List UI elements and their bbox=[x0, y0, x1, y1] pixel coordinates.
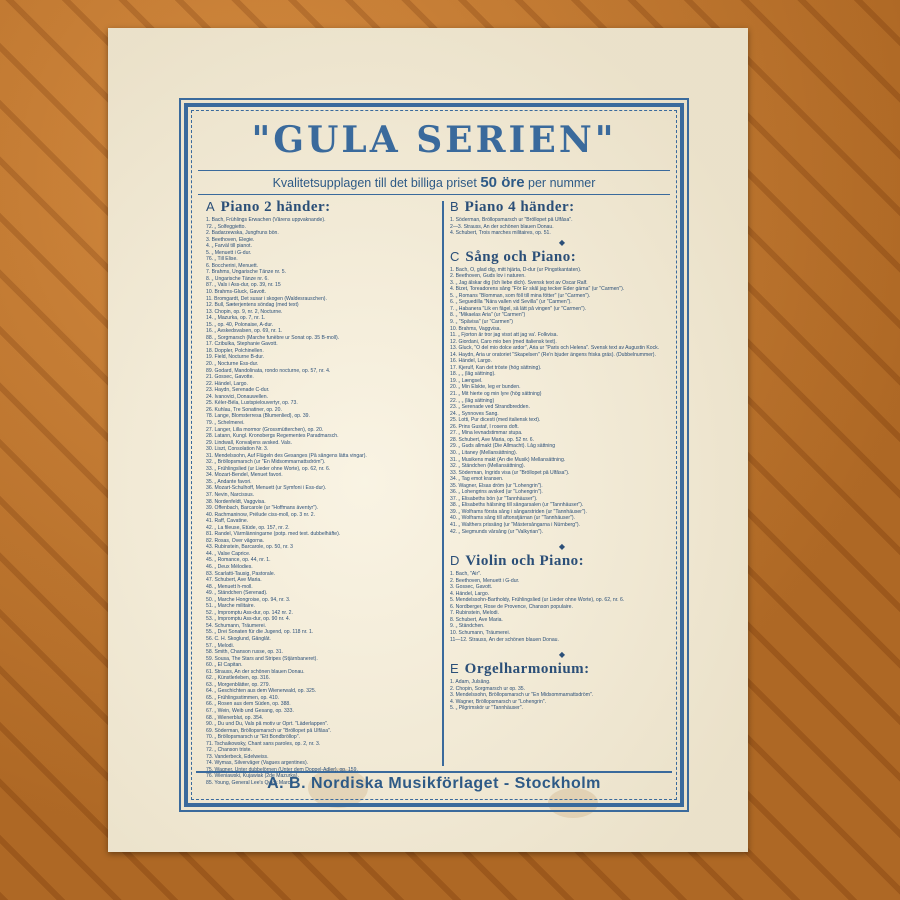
catalogue-entry: 8. „ "Mikaelas Aria" (ur "Carmen") bbox=[450, 312, 526, 319]
catalogue-frame bbox=[184, 103, 684, 807]
catalogue-entry: 4. Schubert, Trois marches militaires, op. 51. bbox=[450, 230, 551, 237]
section-title: Violin och Piano: bbox=[465, 553, 585, 570]
catalogue-entry: 74. Wymas, Silvervåger (Vagues argentines). bbox=[206, 760, 309, 767]
catalogue-entry: 71. Tschaikowsky, Chant sans paroles, op. 2, nr. 3. bbox=[206, 740, 321, 747]
catalogue-entry: 2. Badarzewska, Jungfruns bön. bbox=[206, 230, 279, 237]
catalogue-entry: 16. „ Avskedsvalsen, op. 69, nr. 1. bbox=[206, 328, 283, 335]
section-d-heading bbox=[450, 553, 674, 570]
catalogue-entry: 24. „ Synnoves Sang. bbox=[450, 410, 499, 417]
catalogue-entry: 43. Rubinstein, Barcarole, op. 50, nr. 3 bbox=[206, 544, 293, 551]
catalogue-entry: 20. „ Min Elskte, leg er bunden. bbox=[450, 384, 521, 391]
catalogue-entry: 17. Kjerulf, Kan det tröste (hög sättning). bbox=[450, 364, 542, 371]
catalogue-entry: 36. Mozart-Schulhoff, Menuett (ur Symfoni i Ess-dur). bbox=[206, 485, 327, 492]
section-e-list bbox=[450, 679, 674, 712]
catalogue-entry: 8. „ Ungarische Tänze nr. 6. bbox=[206, 275, 269, 282]
catalogue-entry: 68. „ Wienerblut, op. 354. bbox=[206, 714, 264, 721]
catalogue-entry: 55. „ Drei Sonaten für die Jugend, op. 118 nr. 1. bbox=[206, 629, 314, 636]
catalogue-entry: 46. „ Deux Mélodies. bbox=[206, 563, 253, 570]
catalogue-entry: 4. Händel, Largo. bbox=[450, 590, 490, 597]
catalogue-entry: 75. Wagner, Unter dubbelörnen (Unter dem Doppel-Adler), op. 159. bbox=[206, 766, 358, 773]
catalogue-entry: 59. Sousa, The Stars and Stripes (Stjärnbaneret). bbox=[206, 655, 318, 662]
catalogue-entry: 2. Beethoven, Guds lov i naturen. bbox=[450, 273, 526, 280]
catalogue-entry: 2—3. Strauss, An der schönen blauen Donau. bbox=[450, 223, 554, 230]
catalogue-entry: 26. Kuhlau, Tre Sonatiner, op. 20. bbox=[206, 406, 282, 413]
catalogue-entry: 1. Söderman, Bröllopsmarsch ur "Bröllopet på Ulfåsa". bbox=[450, 217, 573, 223]
catalogue-entry: 73. Vanderbeck, Edelweiss. bbox=[206, 753, 269, 760]
catalogue-entry: 26. Prins Gustaf, I rosens doft. bbox=[450, 423, 519, 430]
catalogue-entry: 32. „ Ständchen (Mellansättning). bbox=[450, 463, 526, 470]
catalogue-entry: 81. Randel, Värmlänningarne (potp. med text. dubbelhäfte). bbox=[206, 531, 341, 538]
catalogue-entry: 1. Bach, "Air". bbox=[450, 571, 482, 578]
catalogue-entry: 10. Schumann, Träumerei. bbox=[450, 629, 511, 636]
section-a-list bbox=[206, 217, 438, 787]
ornament-diamond: ◆ bbox=[558, 542, 566, 552]
catalogue-entry: 42. „ La fileuse, Etüde, op. 157, nr. 2. bbox=[206, 524, 290, 531]
catalogue-entry: 21. „ Mit hierte og min lyre (hög sättning) bbox=[450, 391, 542, 398]
catalogue-entry: 85. Young, General Lee's Quick March bbox=[206, 780, 294, 787]
catalogue-entry: 41. Raff, Cavatine. bbox=[206, 518, 249, 525]
publisher-footer: A. B. Nordiska Musikförlaget - Stockholm bbox=[267, 775, 601, 792]
catalogue-entry: 1. Adam, Julsång. bbox=[450, 679, 491, 686]
catalogue-entry: 14. „ Mazurka, op. 7, nr. 1. bbox=[206, 315, 266, 322]
catalogue-entry: 23. Haydn, Serenade C-dur. bbox=[206, 387, 270, 394]
catalogue-entry: 48. „ Menuett h-moll. bbox=[206, 583, 253, 590]
catalogue-entry: 60. „ El Capitan. bbox=[206, 662, 243, 669]
catalogue-entry: 76. Wieniawski, Kujawiak (2de Mazurka). bbox=[206, 773, 299, 780]
catalogue-entry: 62. „ Künstlerleben, op. 316. bbox=[206, 675, 270, 682]
catalogue-entry: 29. Lindwall, Konvaljens avsked. Vals. bbox=[206, 439, 292, 446]
catalogue-entry: 7. Rubinstein, Melodi. bbox=[450, 610, 499, 617]
catalogue-entry: 28. Latann, Kungl. Kronobergs Regementes Paradmarsch. bbox=[206, 433, 339, 440]
subtitle-pre: Kvalitetsupplagen till det billiga priset bbox=[272, 176, 477, 190]
catalogue-entry: 47. Schubert, Ave Maria. bbox=[206, 577, 262, 584]
catalogue-entry: 37. Nevin, Narcissus. bbox=[206, 491, 255, 498]
catalogue-entry: 89. Godard, Mandolinata, rondo nocturne, op. 57, nr. 4. bbox=[206, 367, 331, 374]
catalogue-entry: 20. „ Nocturne Ess-dur. bbox=[206, 361, 259, 368]
catalogue-entry: 22. Händel, Largo. bbox=[206, 380, 248, 387]
catalogue-entry: 6. Boccherini, Menuett. bbox=[206, 262, 259, 269]
section-title: Piano 4 händer: bbox=[464, 199, 575, 215]
catalogue-entry: 37. „ Elisabeths bön (ur "Tannhäuser"). bbox=[450, 495, 538, 502]
catalogue-entry: 3. Mendelssohn, Bröllopsmarsch ur "En Midsommarnattsdröm". bbox=[450, 692, 594, 699]
catalogue-entry: 76. „ Till Elise. bbox=[206, 256, 238, 263]
column-right bbox=[450, 199, 674, 712]
catalogue-entry: 15. „ op. 40, Polonaise, A-dur. bbox=[206, 321, 274, 328]
catalogue-entry: 21. Gossec, Gavotte. bbox=[206, 374, 254, 381]
section-letter: E bbox=[450, 661, 459, 677]
catalogue-entry: 4. Wagner, Bröllopsmarsch ur "Lohengrin". bbox=[450, 698, 547, 705]
catalogue-entry: 56. C. H. Skoglund, Gånglåt. bbox=[206, 636, 271, 642]
catalogue-entry: 11—12. Strauss, An der schönen blauen Donau. bbox=[450, 636, 559, 643]
catalogue-entry: 36. „ Lohengrins avsked (ur "Lohengrin"). bbox=[450, 489, 543, 496]
catalogue-entry: 90. „ Du und Du, Vals på motiv ur Oprt. "Läderlappen". bbox=[206, 721, 329, 728]
section-a-heading bbox=[206, 199, 438, 216]
catalogue-entry: 40. Rachmaninow, Prélude ciss-moll, op. 3 nr. 2. bbox=[206, 511, 316, 518]
catalogue-entry: 27. Langer, Lilla mormor (Grossmütterchen), op. 20. bbox=[206, 426, 324, 433]
subtitle-price: 50 öre bbox=[480, 174, 525, 191]
music-catalogue-sheet bbox=[108, 28, 748, 852]
catalogue-entry: 4. „ Farväl till pianot. bbox=[206, 243, 252, 250]
catalogue-entry: 23. „ Serenade ved Strandbredden. bbox=[450, 404, 530, 411]
catalogue-entry: 5. „ Romans "Blomman, som föll till mina fötter" (ur "Carmen"). bbox=[450, 292, 591, 299]
catalogue-entry: 51. „ Marche militaire. bbox=[206, 603, 255, 610]
catalogue-entry: 79. „ Schelmerei. bbox=[206, 419, 245, 426]
catalogue-entry: 22. „ „ (låg sättning) bbox=[450, 397, 495, 404]
catalogue-entry: 82. Rosas, Över vågorna. bbox=[206, 537, 265, 544]
section-d-list bbox=[450, 571, 674, 643]
catalogue-entry: 38. „ Elisabeths hälsning till sångarsalen (ur "Tannhäuser"). bbox=[450, 502, 584, 509]
catalogue-entry: 1. Bach, Frühlings Erwachen (Vårens uppvaknande). bbox=[206, 217, 326, 223]
section-b-heading bbox=[450, 199, 674, 216]
catalogue-entry: 30. Liszt, Consolation Nr. 3. bbox=[206, 446, 269, 453]
catalogue-entry: 39. Offenbach, Barcarole (ur "Hoffmans äventyr"). bbox=[206, 505, 319, 512]
catalogue-entry: 18. Doppler, Polchinellen. bbox=[206, 347, 264, 354]
catalogue-entry: 52. „ Impromptu Ass-dur, op. 142 nr. 2. bbox=[206, 609, 293, 616]
catalogue-entry: 2. Chopin, Sorgmarsch ur op. 35. bbox=[450, 685, 526, 692]
catalogue-entry: 42. „ Siegmunds vårsång (ur "Valkyrian"). bbox=[450, 528, 543, 535]
catalogue-entry: 16. Händel, Largo. bbox=[450, 358, 492, 365]
catalogue-entry: 7. „ Habanera "Lik en fågel, så lätt på vingen" (ur "Carmen"). bbox=[450, 305, 587, 312]
column-left bbox=[206, 199, 438, 787]
catalogue-entry: 66. „ Rosen aus dem Süden, op. 388. bbox=[206, 701, 291, 708]
catalogue-entry: 25. Lotti, Pur dicesti (med italiensk text). bbox=[450, 417, 541, 424]
catalogue-entry: 28. Schubert, Ave Maria, op. 52 nr. 6. bbox=[450, 436, 535, 443]
catalogue-entry: 50. „ Marche Hongroise, op. 94, nr. 3. bbox=[206, 596, 291, 603]
catalogue-entry: 87. „ Vals i Ass-dur, op. 39, nr. 15 bbox=[206, 282, 281, 289]
catalogue-entry: 5. „ Menuett i G-dur. bbox=[206, 249, 252, 256]
catalogue-entry: 3. Gossec, Gavott. bbox=[450, 584, 493, 591]
series-title: "GULA SERIEN" bbox=[251, 119, 617, 161]
section-title: Sång och Piano: bbox=[465, 248, 577, 265]
catalogue-entry: 69. Söderman, Bröllopsmarsch ur "Bröllopet på Ulfåsa". bbox=[206, 727, 332, 734]
catalogue-entry: 10. Brahms, Vaggvisa. bbox=[450, 325, 501, 332]
catalogue-entry: 83. Scarlatti-Tausig, Pastorale. bbox=[206, 570, 276, 577]
section-b-list bbox=[450, 217, 674, 237]
section-c-list bbox=[450, 267, 674, 535]
catalogue-entry: 29. „ Guds allmakt (Die Allmacht). Låg sättning bbox=[450, 443, 556, 450]
catalogue-entry: 11. Bromgardt, Det susar i skogen (Waldesrauschen). bbox=[206, 295, 327, 302]
ornament-diamond: ◆ bbox=[558, 237, 566, 247]
ornament-diamond: ◆ bbox=[558, 650, 566, 660]
catalogue-entry: 33. Söderman, Ingrids visa (ur "Bröllopet på Ulfåsa"). bbox=[450, 469, 570, 476]
catalogue-entry: 7. Brahms, Ungarische Tänze nr. 5. bbox=[206, 269, 287, 276]
catalogue-entry: 9. „ Ständchen. bbox=[450, 623, 485, 630]
catalogue-entry: 72. „ Solfeggietto. bbox=[206, 223, 246, 230]
catalogue-entry: 35. Wagner, Elsas dröm (ur "Lohengrin"). bbox=[450, 482, 543, 489]
catalogue-entry: 25. Kéler-Béla, Lustspielouvertyr, op. 73. bbox=[206, 400, 298, 407]
section-letter: D bbox=[450, 553, 460, 569]
catalogue-entry: 2. Beethoven, Menuett i G-dur. bbox=[450, 577, 520, 584]
catalogue-entry: 44. „ Valse Caprice. bbox=[206, 550, 251, 557]
catalogue-entry: 6. Nordberger, Rose de Provence, Chanson populaire. bbox=[450, 603, 573, 610]
subtitle bbox=[198, 170, 670, 195]
catalogue-entry: 13. Gluck, "O del mio dolce ardor", Aria ur "Paris och Helena". Svensk text av Augustin Kock. bbox=[450, 345, 660, 352]
catalogue-entry: 3. „ Jag älskar dig (Ich liebe dich). Svensk text av Oscar Ralf. bbox=[450, 279, 588, 286]
catalogue-entry: 38. Nordenfeldt, Vaggvisa. bbox=[206, 498, 266, 505]
catalogue-entry: 31. „ Musikens makt (An die Musik) Mellansättning. bbox=[450, 456, 566, 463]
catalogue-entry: 5. Mendelssohn-Bartholdy, Frühlingslied (ur Lieder ohne Worte), op. 62, nr. 6. bbox=[450, 597, 625, 604]
catalogue-entry: 40. „ Wolframs sång till aftonstjärnan (ur "Tannhäuser"). bbox=[450, 515, 575, 522]
catalogue-entry: 18. „ „ (låg sättning). bbox=[450, 371, 496, 378]
catalogue-entry: 34. „ Tag emot kransen. bbox=[450, 476, 504, 483]
catalogue-entry: 65. „ Frühlingsstimmen, op. 410. bbox=[206, 694, 280, 701]
catalogue-entry: 72. „ Chanson triste. bbox=[206, 747, 252, 754]
catalogue-entry: 13. Chopin, op. 9, nr. 2, Nocturne. bbox=[206, 308, 283, 315]
catalogue-entry: 57. „ Melodi. bbox=[206, 642, 235, 649]
catalogue-entry: 78. Lange, Blomsterresa (Blumenlied), op. 39. bbox=[206, 413, 310, 420]
catalogue-entry: 3. Beethoven, Elegie. bbox=[206, 236, 255, 243]
catalogue-entry: 70. „ Bröllopsmarsch ur "Ett Bondbröllop". bbox=[206, 734, 300, 741]
section-letter: C bbox=[450, 248, 460, 264]
catalogue-entry: 14. Haydn, Aria ur oratoriet "Skapelsen" (Re'n bjuder ängens friska gräs). (Dubbelnummer). bbox=[450, 351, 656, 358]
catalogue-entry: 32. „ Bröllopsmarsch (ur "En Midsommarnattsdröm"). bbox=[206, 459, 326, 466]
catalogue-entry: 31. Mendelssohn, Auf Flügeln des Gesanges (På sångens lätta vingar). bbox=[206, 452, 367, 459]
catalogue-entry: 9. „ "Spåvisa" (ur "Carmen") bbox=[450, 319, 513, 326]
catalogue-entry: 17. Czibulka, Stephanie Gavott. bbox=[206, 341, 278, 348]
section-title: Orgelharmonium: bbox=[464, 661, 590, 678]
section-c-heading bbox=[450, 249, 674, 266]
subtitle-post: per nummer bbox=[528, 176, 596, 190]
catalogue-entry: 49. „ Ständchen (Serenad). bbox=[206, 590, 268, 597]
catalogue-entry: 67. „ Wein, Weib und Gesang, op. 333. bbox=[206, 708, 294, 715]
catalogue-entry: 35. „ Andante favori. bbox=[206, 478, 252, 485]
catalogue-entry: 5. „ Pilgrimskör ur "Tannhäuser". bbox=[450, 705, 523, 712]
catalogue-entry: 63. „ Morgenblätter, op. 279. bbox=[206, 681, 270, 688]
catalogue-entry: 54. Schumann, Träumerei. bbox=[206, 622, 267, 629]
catalogue-entry: 19. Field, Nocturne B-dur. bbox=[206, 354, 265, 361]
catalogue-entry: 53. „ Impromptu Ass-dur, op. 90 nr. 4. bbox=[206, 616, 291, 623]
catalogue-entry: 12. Giordani, Caro mio ben (med italiensk text). bbox=[450, 338, 557, 345]
catalogue-entry: 11. „ Fjorton år tror jag visst att jag va'. Folkvisa. bbox=[450, 332, 558, 339]
section-e-heading bbox=[450, 661, 674, 678]
catalogue-entry: 1. Bach, O, glad dig, mitt hjärta, D-dur (ur Pingstkantaten). bbox=[450, 266, 582, 273]
catalogue-entry: 6. „ Seguedilla "Nära vallen vid Sevilla" (ur "Carmen"). bbox=[450, 299, 572, 306]
catalogue-entry: 34. Mozart-Bendel, Menuet favori. bbox=[206, 472, 283, 479]
section-title: Piano 2 händer: bbox=[220, 199, 331, 215]
catalogue-entry: 19. „ Længsel. bbox=[450, 377, 483, 384]
catalogue-entry: 41. „ Walthers prissång (ur "Mästersångarna i Nürnberg"). bbox=[450, 521, 580, 528]
catalogue-entry: 27. „ Mina levnadstimmar stupa. bbox=[450, 430, 523, 437]
catalogue-entry: 39. „ Wolframs första sång i sångarstriden (ur "Tannhäuser"). bbox=[450, 508, 587, 515]
catalogue-entry: 24. Ivanovici, Donauwellen. bbox=[206, 393, 269, 400]
catalogue-entry: 4. Bizet, Toreadorens sång "För Er skål jag tecker Eder gärna" (ur "Carmen"). bbox=[450, 286, 625, 293]
column-divider bbox=[442, 201, 444, 766]
catalogue-entry: 45. „ Romance, op. 44, nr. 1. bbox=[206, 557, 271, 564]
catalogue-entry: 10. Brahms-Gluck, Gavott. bbox=[206, 289, 267, 296]
catalogue-entry: 88. „ Sorgmarsch (Marche funèbre ur Sonat op. 35 B-moll). bbox=[206, 334, 340, 341]
catalogue-entry: 33. „ Frühlingslied (ur Lieder ohne Worte), op. 62, nr. 6. bbox=[206, 465, 331, 472]
catalogue-entry: 8. Schubert, Ave Maria. bbox=[450, 616, 503, 623]
catalogue-entry: 61. Strauss, An der schönen blauen Donau. bbox=[206, 668, 305, 675]
section-letter: A bbox=[206, 199, 215, 214]
catalogue-entry: 30. „ Litaney (Mellansättning). bbox=[450, 449, 518, 456]
catalogue-entry: 64. „ Geschichten aus dem Wienerwald, op. 325. bbox=[206, 688, 317, 695]
catalogue-entry: 58. Smith, Chanson russe, op. 31. bbox=[206, 649, 284, 656]
catalogue-entry: 12. Bull, Sæterjentens söndag (med text) bbox=[206, 302, 299, 309]
section-letter: B bbox=[450, 199, 459, 214]
